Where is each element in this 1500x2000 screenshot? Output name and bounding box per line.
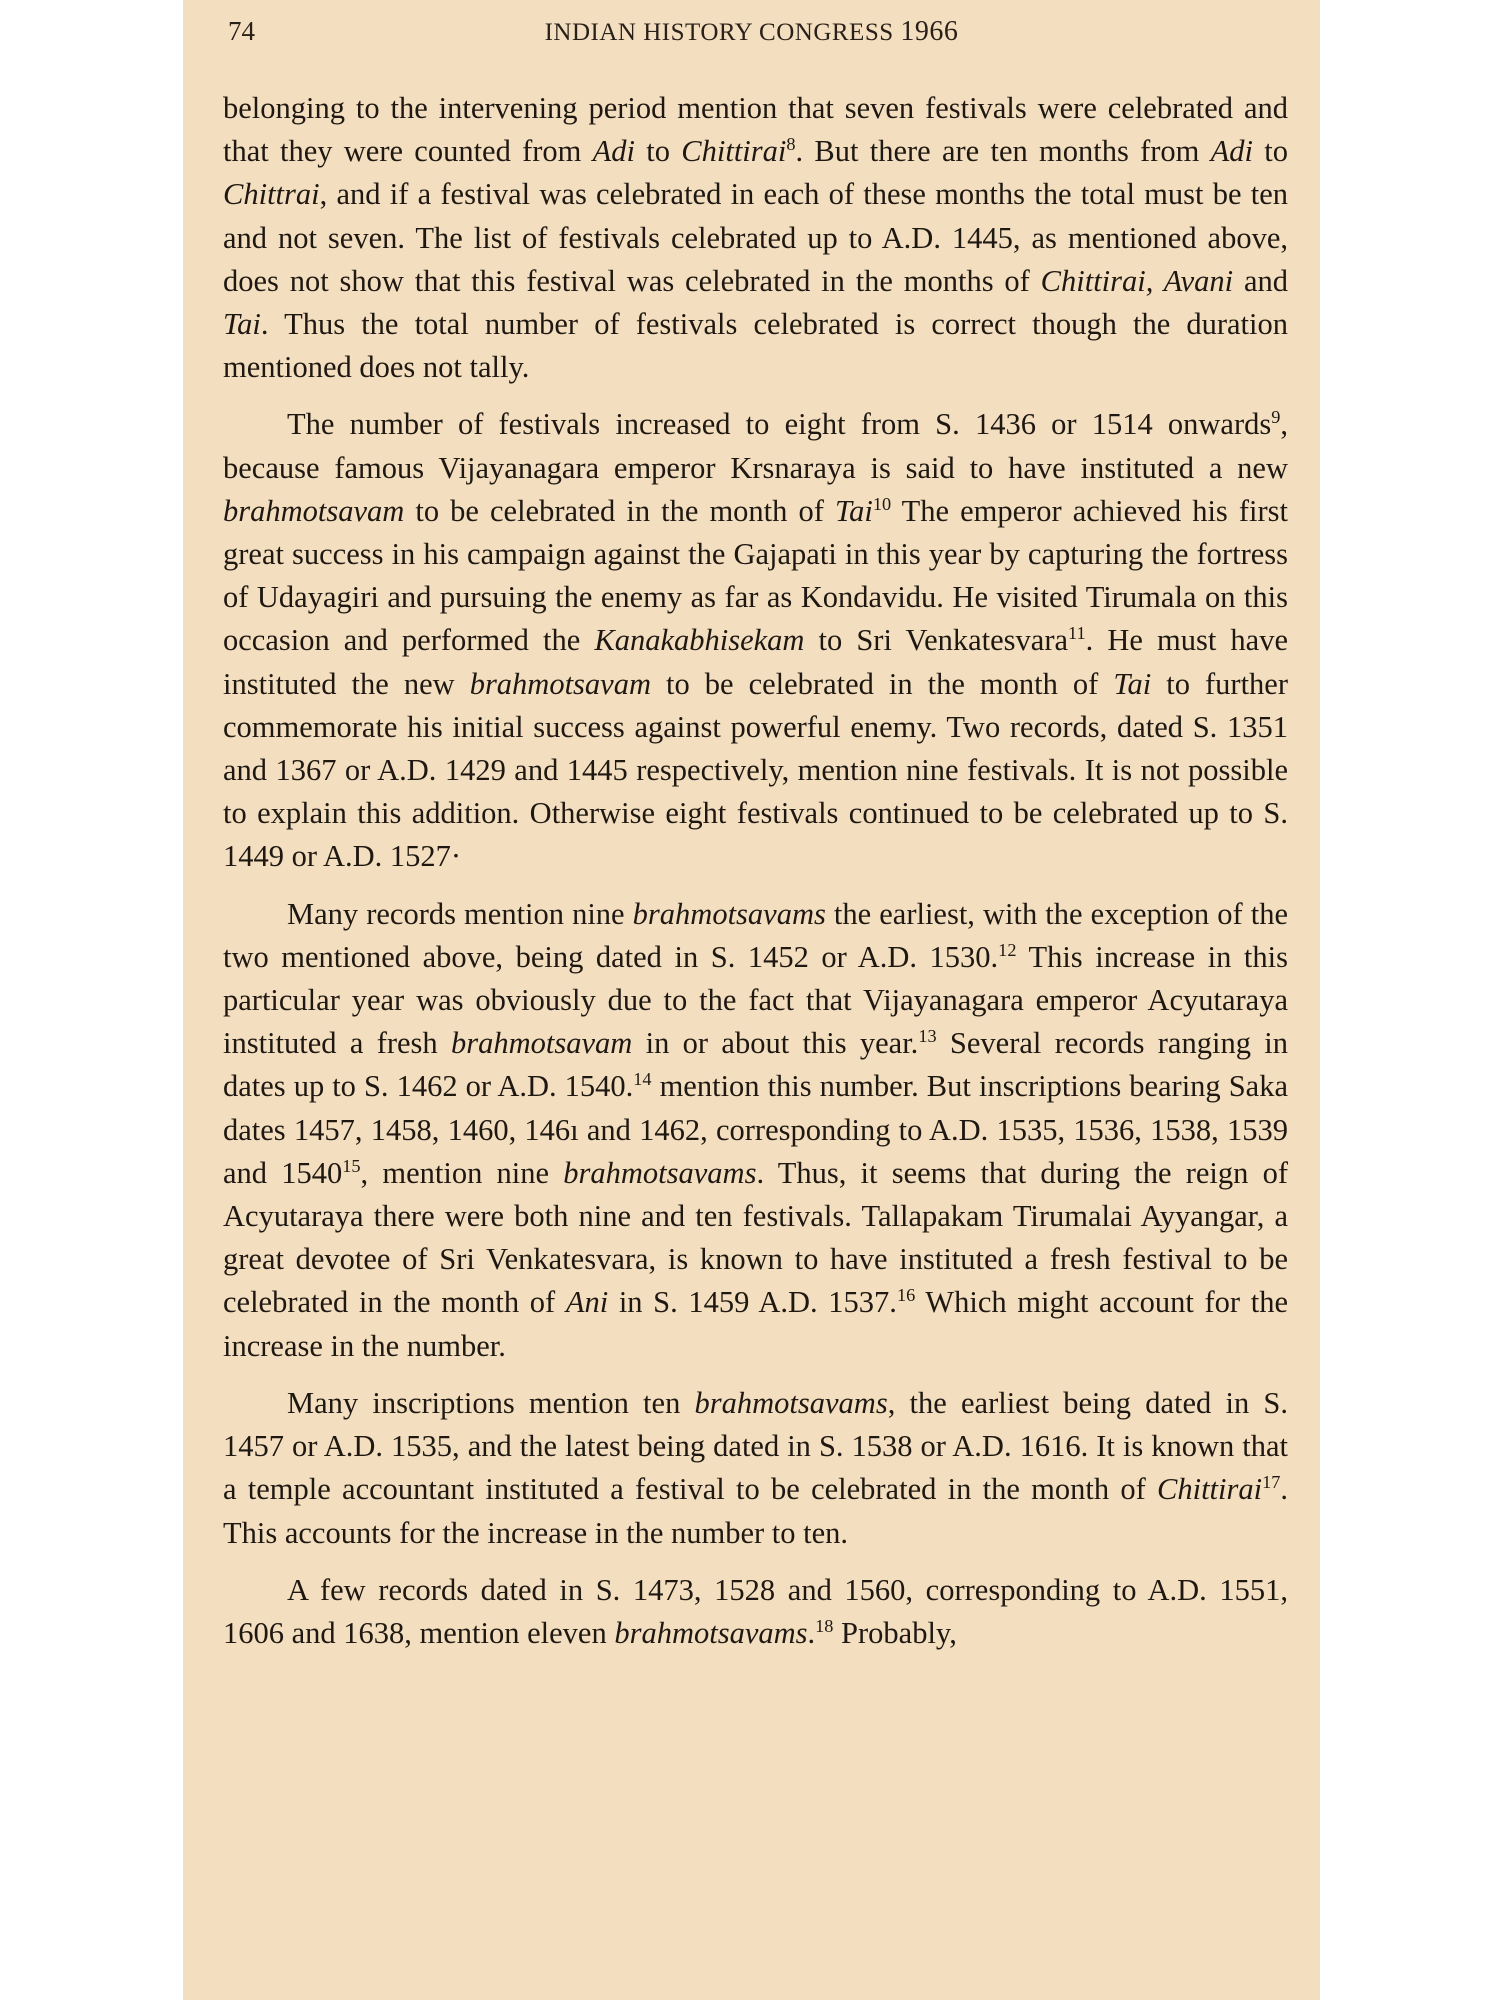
footnote-marker: 12 — [998, 939, 1017, 960]
text-run: in S. 1459 A.D. 1537. — [608, 1285, 897, 1320]
text-run: to be celebrated in the month of — [404, 493, 835, 528]
page-number: 74 — [228, 16, 255, 46]
text-run: , mention nine — [360, 1155, 564, 1190]
italic-term: Chittrai — [223, 177, 320, 212]
italic-term: brahmotsavams — [614, 1615, 808, 1650]
text-run: The emperor achieved his first great success in his campaign against the Gajapati in this year by capturing the fortress of Udayagiri and pursuing the enemy as far as Kondavidu. He visited Tirumala on this occasion and performed the — [223, 493, 1288, 658]
italic-term: Adi — [1210, 134, 1253, 169]
text-run: to Sri Venkatesvara — [804, 623, 1069, 658]
italic-term: brahmotsavams — [632, 896, 826, 931]
running-title-year: 1966 — [900, 16, 959, 47]
text-run: , and if a festival was celebrated in each of these months the total must be ten and not seven. The list of festivals celebrated up to A.D. 1445, as mentioned above, does not show that this festival was celebrated in the months of — [223, 177, 1288, 298]
paragraph — [223, 87, 1288, 389]
footnote-marker: 16 — [896, 1285, 916, 1306]
italic-term: brahmotsavams — [563, 1155, 757, 1190]
text-run: The number of festivals increased to eight from S. 1436 or 1514 onwards — [287, 407, 1272, 442]
text-run: Probably, — [833, 1615, 957, 1650]
text-run: Many records mention nine — [287, 896, 633, 931]
italic-term: Kanakabhisekam — [594, 623, 805, 658]
footnote-marker: 18 — [815, 1615, 834, 1636]
paragraph — [223, 1569, 1288, 1655]
text-run: . Thus the total number of festivals celebrated is correct though the duration mentioned does not tally. — [223, 307, 1288, 385]
text-run: to — [635, 134, 682, 169]
text-run: to be celebrated in the month of — [651, 666, 1114, 701]
text-run: . — [807, 1615, 816, 1650]
running-header — [228, 16, 1275, 56]
footnote-marker: 8 — [786, 134, 796, 155]
italic-term: Ani — [565, 1285, 609, 1320]
italic-term: Chittirai, Avani — [1040, 263, 1234, 298]
body-text — [223, 87, 1288, 1655]
italic-term: brahmotsavams — [694, 1385, 888, 1420]
text-run: Many inscriptions mention ten — [287, 1385, 695, 1420]
text-run: . But there are ten months from — [795, 134, 1211, 169]
text-run: , the earliest being dated in S. 1457 or A.D. 1535, and the latest being dated in S. 1538 or A.D. 1616. It is known that a temple accountant instituted a festival to be celebrated in the month of — [223, 1385, 1288, 1507]
footnote-marker: 13 — [918, 1026, 937, 1047]
text-run: the earliest, with the exception of the two mentioned above, being dated in S. 1452 or A.D. 1530. — [223, 896, 1288, 974]
text-run: Which might account for the increase in the number. — [223, 1285, 1288, 1363]
text-run: belonging to the intervening period mention that seven festivals were celebrated and that they were counted from — [223, 91, 1288, 169]
text-run: . He must have instituted the new — [223, 623, 1288, 701]
italic-term: brahmotsavam — [223, 493, 405, 528]
text-run: A few records dated in S. 1473, 1528 and 1560, corresponding to A.D. 1551, 1606 and 1638, mention eleven — [223, 1572, 1288, 1650]
italic-term: Adi — [592, 134, 636, 169]
text-run: . Thus, it seems that during the reign of Acyutaraya there were both nine and ten festivals. Tallapakam Tirumalai Ayyangar, a great devotee of Sri Venkatesvara, is known to have instituted a fresh festival to be celebrated in the month of — [223, 1155, 1288, 1320]
italic-term: Chittirai — [1157, 1472, 1263, 1507]
text-run: to — [1253, 134, 1288, 169]
text-run: to further commemorate his initial success against powerful enemy. Two records, dated S. 1351 and 1367 or A.D. 1429 and 1445 respectively, mention nine festivals. It is not possible to explain this addition. Otherwise eight festivals continued to be celebrated up to S. 1449 or A.D. 1527· — [223, 666, 1288, 874]
italic-term: Chittirai — [681, 134, 787, 169]
footnote-marker: 14 — [633, 1069, 652, 1090]
paragraph — [223, 403, 1288, 878]
text-run: and — [1233, 263, 1288, 298]
text-run: . This accounts for the increase in the number to ten. — [223, 1472, 1288, 1550]
italic-term: Tai — [223, 307, 261, 342]
footnote-marker: 15 — [342, 1155, 361, 1176]
footnote-marker: 9 — [1271, 407, 1281, 428]
italic-term: Tai — [834, 493, 873, 528]
footnote-marker: 10 — [872, 493, 892, 514]
footnote-marker: 11 — [1068, 623, 1086, 644]
italic-term: Tai — [1113, 666, 1152, 701]
footnote-marker: 17 — [1262, 1472, 1281, 1493]
text-run: This increase in this particular year was obviously due to the fact that Vijayanagara emperor Acyutaraya instituted a fresh — [223, 939, 1288, 1061]
text-run: mention this number. But inscriptions bearing Saka dates 1457, 1458, 1460, 146ı and 1462, corresponding to A.D. 1535, 1536, 1538, 1539 and 1540 — [223, 1069, 1288, 1190]
italic-term: brahmotsavam — [451, 1026, 633, 1061]
book-page — [183, 0, 1320, 2000]
italic-term: brahmotsavam — [469, 666, 651, 701]
text-run: , because famous Vijayanagara emperor Krsnaraya is said to have instituted a new — [223, 407, 1288, 485]
text-run: in or about this year. — [632, 1026, 919, 1061]
running-title — [228, 16, 1275, 48]
paragraph — [223, 1382, 1288, 1555]
running-title-text: INDIAN HISTORY CONGRESS — [544, 19, 894, 46]
paragraph — [223, 893, 1288, 1368]
text-run: Several records ranging in dates up to S. 1462 or A.D. 1540. — [223, 1026, 1288, 1104]
